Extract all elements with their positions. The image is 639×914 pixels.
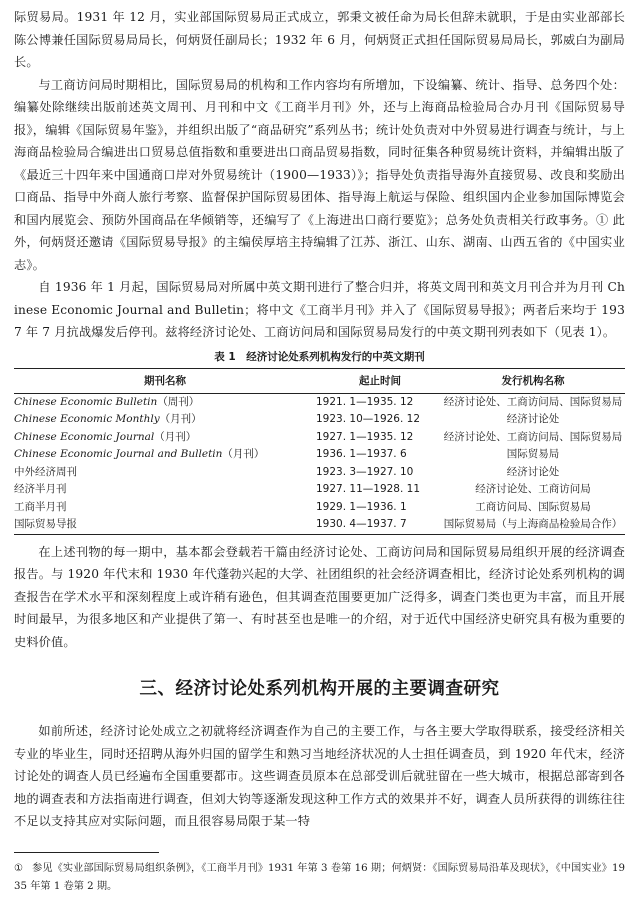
periodical-title: Chinese Economic Journal — [14, 430, 155, 443]
table-caption: 表 1 经济讨论处系列机构发行的中英文期刊 — [214, 350, 425, 363]
periodical-title: 国际贸易导报 — [14, 518, 77, 530]
cell-period: 1921. 1—1935. 12 — [316, 395, 414, 408]
table-row — [14, 429, 625, 447]
body-paragraph: 在上述刊物的每一期中，基本都会登载若干篇由经济讨论处、工商访问局和国际贸易局组织开展的经济调查报告。与 1920 年代末和 1930 年代蓬勃兴起的大学、社团组织的社会经济调查相比，经济讨论处系列机构的调查报告在学术水平和深刻程度上或许稍有逊色，但其调查范围要更加广泛得多，调查门类也更为丰富，而且开展时间最早，为很多地区和产业提供了第一、有时甚至也是唯一的介绍，对于近代中国经济史研究具有极为重要的史料价值。 — [14, 544, 625, 649]
body-paragraph: 与工商访问局时期相比，国际贸易局的机构和工作内容均有所增加，下设编纂、统计、指导、总务四个处：编纂处除继续出版前述英文周刊、月刊和中文《工商半月刊》外，还与上海商品检验局合办月刊《国际贸易导报》，编辑《国际贸易年鉴》，并组织出版了“商品研究”系列丛书；统计处负责对中外贸易进行调查与统计，与上海商品检验局合编进出口贸易总值指数和重要进出口商品贸易指数，同时征集各种贸易统计资料，并编辑出版了《最近三十四年来中国通商口岸对外贸易统计（1900—1933）》；指导处负责指导海外直接贸易、改良和奖励出口商品、指导中外商人旅行考察、监督保护国际贸易团体、指导海上航运与保险、组织国内企业参加国际博览会和国内展览会、预防外国商品在华倾销等，还编写了《上海进出口商行要览》；总务处负责相关行政事务。① 此外，何炳贤还邀请《国际贸易导报》的主编侯厚培主持编辑了江苏、浙江、山东、湖南、山西五省的《中国实业志》。 — [14, 77, 625, 272]
periodicals-table — [14, 368, 625, 535]
cell-publisher: 经济讨论处 — [506, 413, 560, 425]
cell-publisher: 经济讨论处、工商访问局、国际贸易局 — [443, 395, 623, 408]
body-paragraph: 自 1936 年 1 月起，国际贸易局对所属中英文期刊进行了整合归并，将英文周刊和英文月刊合并为月刊 Chinese Economic Journal and Bulletin；将中文《工商半月刊》并入了《国际贸易导报》；两者后来均于 1937 年 7 月抗战爆发后停刊。兹将经济讨论处、工商访问局和国际贸易局发行的中英文期刊列表如下（见表 1）。 — [14, 280, 625, 339]
cell-publisher: 国际贸易局（与上海商品检验局合作） — [441, 516, 625, 534]
periodical-title: 工商半月刊 — [14, 500, 67, 513]
cell-periodical-name — [14, 411, 316, 429]
table-row — [14, 411, 625, 429]
periodical-title: 中外经济周刊 — [14, 465, 77, 478]
table-row — [14, 446, 625, 464]
periodical-frequency: （月刊） — [222, 448, 265, 460]
table-body — [14, 393, 625, 534]
column-header-org: 发行机构名称 — [441, 368, 625, 393]
footnote-marker: ① — [14, 863, 24, 874]
body-paragraph: 际贸易局。1931 年 12 月，实业部国际贸易局正式成立，郭秉文被任命为局长但辞未就职，于是由实业部部长陈公博兼任国际贸易局局长，何炳贤任副局长；1932 年 6 月，何炳贤正式担任国际贸易局局长，郭威白为副局长。 — [14, 10, 625, 69]
table-row — [14, 464, 625, 482]
cell-periodical-name — [14, 429, 316, 447]
body-paragraph: 如前所述，经济讨论处成立之初就将经济调查作为自己的主要工作，与各主要大学取得联系，接受经济相关专业的毕业生，同时还招聘从海外归国的留学生和熟习当地经济状况的人士担任调查员，到 1920 年代末，经济讨论处的调查人员已经遍布全国重要都市。这些调查员原本在总部受训后就驻留在一些大城市，根据总部寄到各地的调查表和方法指南进行调查，但刘大钧等逐渐发现这种工作方式的效果并不好，调查人员所获得的训练往往不足以支持其应对实际问题，而且很容易局限于某一特 — [14, 724, 625, 828]
cell-period: 1936. 1—1937. 6 — [316, 448, 407, 460]
column-header-name: 期刊名称 — [14, 368, 316, 393]
cell-periodical-name — [14, 481, 316, 499]
section-heading: 三、经济讨论处系列机构开展的主要调查研究 — [139, 679, 500, 699]
periodical-title: Chinese Economic Monthly — [14, 413, 160, 425]
cell-periodical-name — [14, 499, 316, 517]
table-header-row — [14, 368, 625, 393]
cell-periodical-name — [14, 393, 316, 411]
cell-period: 1923. 3—1927. 10 — [316, 465, 414, 478]
footnote-text: 参见《实业部国际贸易局组织条例》，《工商半月刊》1931 年第 3 卷第 16 期；何炳贤：《国际贸易局沿革及现状》，《中国实业》1935 年第 1 卷第 2 期。 — [14, 863, 625, 892]
cell-period: 1927. 11—1928. 11 — [316, 483, 421, 495]
periodical-frequency: （月刊） — [159, 413, 202, 425]
cell-publisher: 经济讨论处、工商访问局 — [475, 483, 591, 495]
table-row — [14, 481, 625, 499]
cell-period: 1927. 1—1935. 12 — [316, 430, 414, 443]
periodical-title: Chinese Economic Bulletin — [14, 395, 158, 408]
cell-period: 1930. 4—1937. 7 — [316, 516, 441, 534]
column-header-time: 起止时间 — [316, 368, 441, 393]
table-row — [14, 516, 625, 534]
footnote — [14, 860, 625, 896]
footnote-rule — [14, 852, 159, 853]
cell-periodical-name — [14, 446, 316, 464]
cell-publisher: 国际贸易局 — [506, 448, 560, 460]
cell-period: 1923. 10—1926. 12 — [316, 413, 421, 425]
cell-periodical-name — [14, 516, 316, 534]
cell-publisher: 工商访问局、国际贸易局 — [475, 500, 591, 513]
cell-period: 1929. 1—1936. 1 — [316, 500, 407, 513]
table-row — [14, 499, 625, 517]
table-row — [14, 393, 625, 411]
cell-publisher: 经济讨论处、工商访问局、国际贸易局 — [443, 430, 623, 443]
cell-publisher: 经济讨论处 — [506, 465, 560, 478]
periodical-frequency: （月刊） — [154, 430, 197, 443]
table-1 — [14, 348, 625, 535]
cell-periodical-name — [14, 464, 316, 482]
periodical-frequency: （周刊） — [157, 395, 200, 408]
periodical-title: Chinese Economic Journal and Bulletin — [14, 448, 223, 460]
periodical-title: 经济半月刊 — [14, 483, 67, 495]
